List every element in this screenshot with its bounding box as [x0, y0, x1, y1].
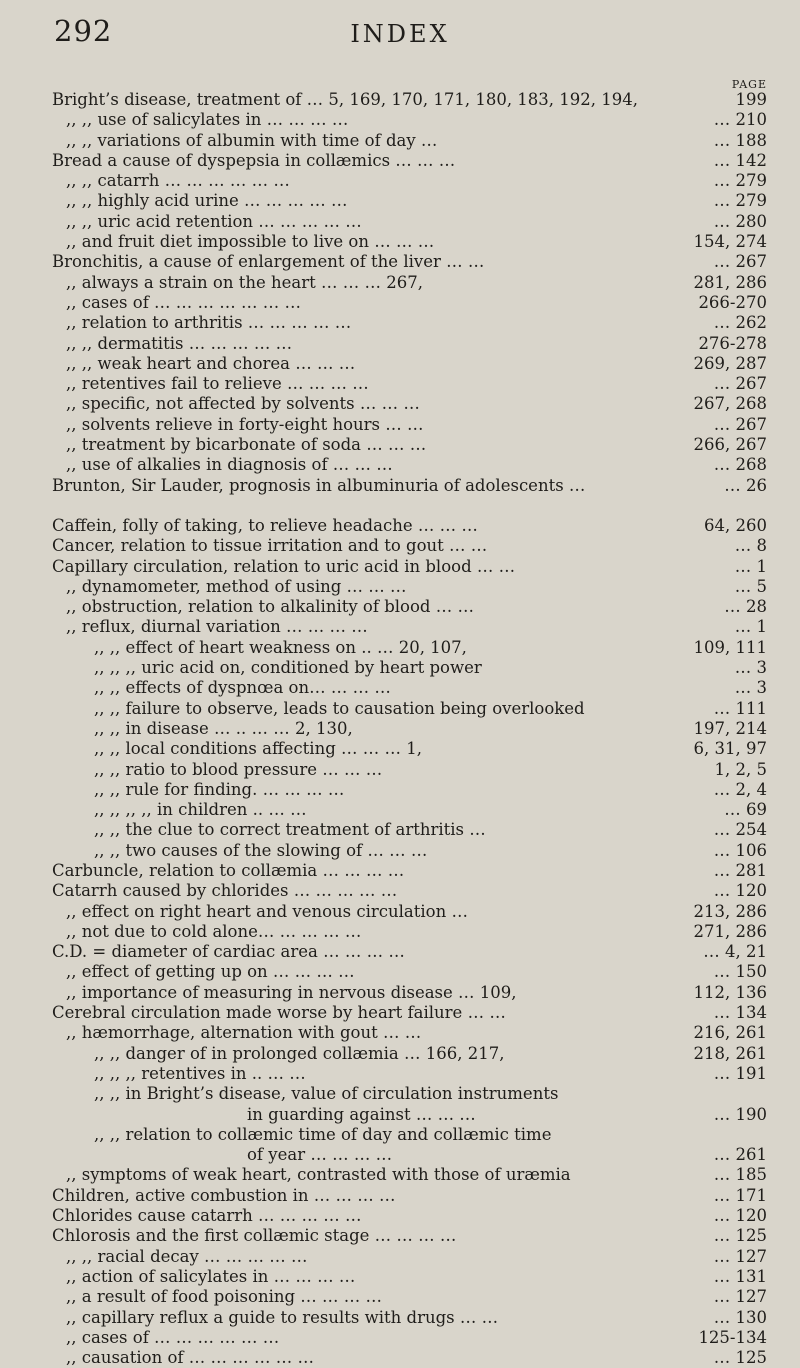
entry-text: ,, always a strain on the heart … … … 267, [66, 272, 423, 292]
entry-text: ,, ,, relation to collæmic time of day and collæmic time [94, 1124, 552, 1144]
index-entry [52, 638, 767, 658]
section-gap [52, 496, 767, 516]
entry-pages: … 26 [724, 475, 767, 495]
entry-pages: … 69 [724, 800, 767, 820]
entry-pages: … 1 [734, 617, 767, 637]
entry-pages: … 267 [713, 374, 767, 394]
entry-pages: … 150 [713, 962, 767, 982]
index-entry [52, 1267, 767, 1287]
index-entry [52, 476, 767, 496]
entry-text: ,, ,, effects of dyspnœa on… … … … [94, 678, 391, 698]
entry-pages: … 125 [713, 1348, 767, 1368]
entry-text: ,, obstruction, relation to alkalinity of blood … … [66, 597, 474, 617]
index-entry [52, 354, 767, 374]
entry-text: C.D. = diameter of cardiac area … … … … [52, 942, 405, 962]
entry-pages: … 267 [713, 252, 767, 272]
entry-text: ,, hæmorrhage, alternation with gout … … [66, 1023, 422, 1043]
entry-text: ,, ,, ,, uric acid on, conditioned by heart power [94, 658, 482, 678]
entry-text: ,, ,, danger of in prolonged collæmia … 166, 217, [94, 1043, 505, 1063]
entry-text: ,, ,, variations of albumin with time of day … [66, 130, 438, 150]
entry-text: ,, ,, use of salicylates in … … … … [66, 110, 349, 130]
entry-text: ,, solvents relieve in forty-eight hours … … [66, 414, 424, 434]
entry-pages: … 8 [734, 536, 767, 556]
index-entry [52, 293, 767, 313]
index-entry [52, 334, 767, 354]
entry-pages: … 262 [713, 313, 767, 333]
entry-text: ,, ,, ratio to blood pressure … … … [94, 759, 383, 779]
index-entry [52, 922, 767, 942]
entry-pages: … 268 [713, 455, 767, 475]
entry-text: Brunton, Sir Lauder, prognosis in albuminuria of adolescents … [52, 475, 586, 495]
entry-text: ,, capillary reflux a guide to results with drugs … … [66, 1307, 499, 1327]
index-entry [52, 1206, 767, 1226]
index-entry [52, 435, 767, 455]
entry-pages: 64, 260 [704, 515, 767, 535]
index-entry [52, 881, 767, 901]
entry-text: ,, ,, failure to observe, leads to causation being overlooked [94, 698, 585, 718]
index-entry [52, 415, 767, 435]
entry-pages: … 190 [713, 1104, 767, 1124]
index-entry [52, 902, 767, 922]
index-entry [52, 1186, 767, 1206]
entry-text: ,, effect of getting up on … … … … [66, 962, 355, 982]
entry-pages: 125-134 [698, 1327, 767, 1347]
index-entry [52, 577, 767, 597]
entry-text: ,, ,, in disease … .. … … 2, 130, [94, 718, 353, 738]
entry-pages: 266-270 [698, 292, 767, 312]
entry-text: ,, relation to arthritis … … … … … [66, 313, 352, 333]
entry-text: ,, causation of … … … … … … [66, 1348, 314, 1368]
entry-pages: 197, 214 [693, 718, 767, 738]
entry-text: ,, ,, racial decay … … … … … [66, 1246, 308, 1266]
index-entry [52, 171, 767, 191]
entry-pages: … 131 [713, 1266, 767, 1286]
index-entry [52, 252, 767, 272]
index-entry [52, 374, 767, 394]
index-entry [52, 1165, 767, 1185]
index-entry [52, 212, 767, 232]
entry-text: ,, treatment by bicarbonate of soda … … … [66, 435, 427, 455]
index-entry [52, 597, 767, 617]
entry-text: ,, retentives fail to relieve … … … … [66, 374, 369, 394]
index-entry [52, 313, 767, 333]
entry-text: ,, ,, ,, ,, in children .. … … [94, 800, 307, 820]
entry-text: Caffein, folly of taking, to relieve headache … … … [52, 515, 478, 535]
entry-pages: 271, 286 [693, 921, 767, 941]
entry-text: Children, active combustion in … … … … [52, 1185, 396, 1205]
entry-text: ,, ,, in Bright’s disease, value of circulation instruments [94, 1084, 559, 1104]
index-entry [52, 800, 767, 820]
entry-text: ,, use of alkalies in diagnosis of … … … [66, 455, 393, 475]
entry-text: ,, reflux, diurnal variation … … … … [66, 617, 368, 637]
entry-text: ,, importance of measuring in nervous disease … 109, [66, 982, 517, 1002]
entry-text: Cancer, relation to tissue irritation and to gout … … [52, 536, 488, 556]
entry-text: ,, ,, highly acid urine … … … … … [66, 191, 348, 211]
index-entry [52, 1328, 767, 1348]
entry-pages: … 267 [713, 414, 767, 434]
entry-text: ,, ,, effect of heart weakness on .. … 20, 107, [94, 637, 467, 657]
index-entry [52, 90, 767, 110]
index-entry [52, 1044, 767, 1064]
entry-text: ,, action of salicylates in … … … … [66, 1266, 356, 1286]
entry-pages: 112, 136 [693, 982, 767, 1002]
entry-text: Capillary circulation, relation to uric acid in blood … … [52, 556, 516, 576]
entry-text: Chlorides cause catarrh … … … … … [52, 1206, 362, 1226]
index-entry [52, 131, 767, 151]
entry-text: ,, effect on right heart and venous circulation … [66, 901, 468, 921]
entry-pages: … 111 [713, 698, 767, 718]
entry-text: ,, symptoms of weak heart, contrasted with those of uræmia [66, 1165, 571, 1185]
entry-pages: … 120 [713, 881, 767, 901]
index-entry [52, 1287, 767, 1307]
entry-text: ,, a result of food poisoning … … … … [66, 1287, 383, 1307]
entry-text: ,, ,, local conditions affecting … … … 1, [94, 739, 422, 759]
entry-pages: 218, 261 [693, 1043, 767, 1063]
entry-text: Catarrh caused by chlorides … … … … … [52, 881, 398, 901]
index-entry [52, 1348, 767, 1368]
entry-pages: 267, 268 [693, 394, 767, 414]
entry-text: ,, ,, the clue to correct treatment of arthritis … [94, 820, 486, 840]
index-entry [52, 861, 767, 881]
entry-pages: 281, 286 [693, 272, 767, 292]
entry-pages: … 120 [713, 1206, 767, 1226]
index-entry [52, 780, 767, 800]
index-entry [52, 1023, 767, 1043]
index-entry [52, 110, 767, 130]
index-entry [52, 394, 767, 414]
index-entry [52, 455, 767, 475]
entry-pages: 154, 274 [693, 232, 767, 252]
entry-pages: … 191 [713, 1063, 767, 1083]
index-entry [52, 983, 767, 1003]
entry-text: ,, ,, ,, retentives in .. … … [94, 1063, 306, 1083]
entry-pages: 213, 286 [693, 901, 767, 921]
entry-text: Chlorosis and the first collæmic stage … … … … [52, 1226, 457, 1246]
entry-pages: … 254 [713, 820, 767, 840]
entry-text: ,, cases of … … … … … … … [66, 292, 302, 312]
index-entry [52, 962, 767, 982]
entry-pages: … 1 [734, 556, 767, 576]
entry-pages: … 5 [734, 576, 767, 596]
entry-text: ,, specific, not affected by solvents … … … [66, 394, 420, 414]
index-entry [52, 1105, 767, 1125]
entry-pages: … 171 [713, 1185, 767, 1205]
entry-pages: 6, 31, 97 [693, 739, 767, 759]
entry-text: ,, ,, weak heart and chorea … … … [66, 353, 356, 373]
entry-pages: … 3 [734, 678, 767, 698]
entry-pages: … 4, 21 [703, 942, 767, 962]
index-entry [52, 191, 767, 211]
running-head: INDEX [350, 20, 450, 48]
index-entry [52, 1064, 767, 1084]
entry-pages: … 127 [713, 1246, 767, 1266]
index-entry [52, 739, 767, 759]
entry-text: ,, ,, uric acid retention … … … … … [66, 211, 362, 231]
entry-text: Bright’s disease, treatment of … 5, 169, 170, 171, 180, 183, 192, 194, [52, 90, 639, 109]
entry-pages: 109, 111 [693, 637, 767, 657]
entry-text: ,, cases of … … … … … … [66, 1327, 280, 1347]
index-entry [52, 658, 767, 678]
index-entry [52, 942, 767, 962]
entry-text: ,, dynamometer, method of using … … … [66, 576, 407, 596]
entry-text: ,, ,, dermatitis … … … … … [66, 333, 293, 353]
index-entry [52, 678, 767, 698]
entry-pages: 1, 2, 5 [714, 759, 767, 779]
entry-text: in guarding against … … … [247, 1104, 476, 1124]
index-entry [52, 1145, 767, 1165]
index-entry [52, 699, 767, 719]
entry-pages: … 279 [713, 171, 767, 191]
index-entry [52, 232, 767, 252]
index-entry [52, 1247, 767, 1267]
entry-pages: 216, 261 [693, 1023, 767, 1043]
index-entry [52, 516, 767, 536]
index-entry [52, 1308, 767, 1328]
entry-text: Bronchitis, a cause of enlargement of the liver … … [52, 252, 485, 272]
entry-pages: … 210 [713, 110, 767, 130]
entry-pages: … 2, 4 [713, 779, 767, 799]
index-entry [52, 820, 767, 840]
entry-pages: … 281 [713, 860, 767, 880]
entry-text: of year … … … … [247, 1145, 393, 1165]
entry-pages: 199 [735, 90, 767, 109]
entry-text: Carbuncle, relation to collæmia … … … … [52, 860, 405, 880]
index-entry [52, 1003, 767, 1023]
entry-pages: … 130 [713, 1307, 767, 1327]
entry-pages: … 134 [713, 1003, 767, 1023]
entry-pages: … 127 [713, 1287, 767, 1307]
index-entry [52, 536, 767, 556]
entry-pages: … 261 [713, 1145, 767, 1165]
index-entry [52, 557, 767, 577]
entry-text: ,, and fruit diet impossible to live on … … … [66, 232, 435, 252]
index-entry [52, 151, 767, 171]
entry-text: ,, not due to cold alone… … … … … [66, 921, 362, 941]
entry-pages: … 188 [713, 130, 767, 150]
index-entry [52, 1226, 767, 1246]
entry-pages: … 125 [713, 1226, 767, 1246]
entry-text: ,, ,, rule for finding. … … … … [94, 779, 345, 799]
index-entry [52, 1084, 767, 1104]
entry-text: Cerebral circulation made worse by heart failure … … [52, 1003, 506, 1023]
entry-text: ,, ,, two causes of the slowing of … … … [94, 840, 428, 860]
index-entries [52, 90, 767, 1368]
entry-pages: 269, 287 [693, 353, 767, 373]
entry-text: Bread a cause of dyspepsia in collæmics … … … [52, 150, 456, 170]
index-entry [52, 760, 767, 780]
index-entry [52, 841, 767, 861]
entry-pages: … 142 [713, 150, 767, 170]
page-number: 292 [54, 14, 113, 48]
entry-pages: … 185 [713, 1165, 767, 1185]
index-entry [52, 1125, 767, 1145]
index-entry [52, 273, 767, 293]
entry-pages: 266, 267 [693, 435, 767, 455]
entry-pages: … 279 [713, 191, 767, 211]
entry-pages: … 28 [724, 597, 767, 617]
page-column-label: PAGE [731, 78, 767, 91]
entry-pages: 276-278 [698, 333, 767, 353]
entry-pages: … 106 [713, 840, 767, 860]
index-entry [52, 617, 767, 637]
index-entry [52, 719, 767, 739]
entry-text: ,, ,, catarrh … … … … … … [66, 171, 290, 191]
entry-pages: … 3 [734, 658, 767, 678]
entry-pages: … 280 [713, 211, 767, 231]
